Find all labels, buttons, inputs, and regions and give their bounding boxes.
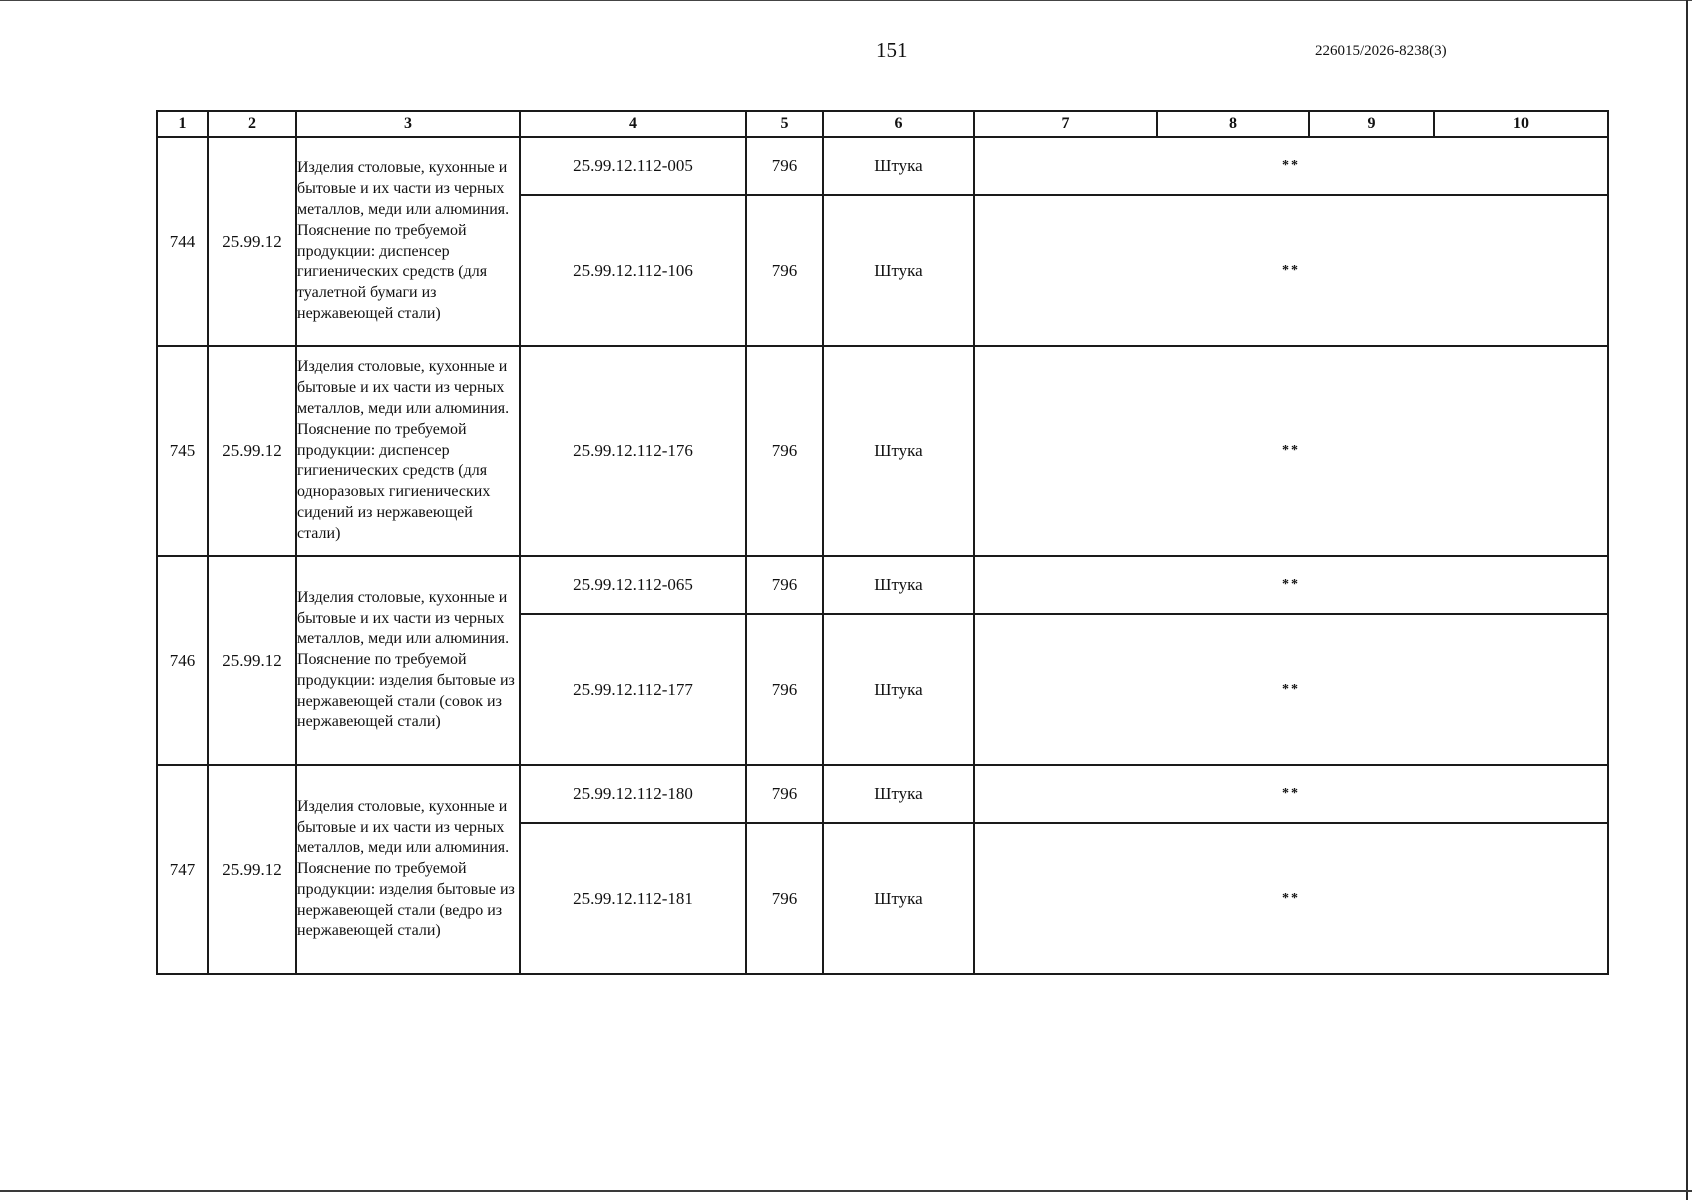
product-description: Изделия столовые, кухонные и бытовые и их части из черных металлов, меди или алюминия. Пояснение по требуемой продукции: диспенсер гигиенических средств (для одноразовых гигиенических сидений из нержавеющей стали)	[296, 346, 520, 556]
note-cell: **	[974, 765, 1608, 823]
note-cell: **	[974, 556, 1608, 614]
note-cell: **	[974, 137, 1608, 195]
column-header-10: 10	[1434, 111, 1608, 137]
product-table	[156, 110, 1609, 975]
table-row	[157, 346, 1608, 556]
column-header-2: 2	[208, 111, 296, 137]
okei-code: 796	[746, 195, 823, 346]
unit-name: Штука	[823, 556, 974, 614]
ktru-code: 25.99.12.112-065	[520, 556, 746, 614]
unit-name: Штука	[823, 346, 974, 556]
okei-code: 796	[746, 823, 823, 974]
okei-code: 796	[746, 346, 823, 556]
unit-name: Штука	[823, 137, 974, 195]
column-header-9: 9	[1309, 111, 1434, 137]
header-row	[157, 111, 1608, 137]
table-row	[157, 137, 1608, 195]
okpd-code: 25.99.12	[208, 765, 296, 974]
okei-code: 796	[746, 137, 823, 195]
row-number: 747	[157, 765, 208, 974]
ktru-code: 25.99.12.112-005	[520, 137, 746, 195]
document-number: 226015/2026-8238(3)	[1315, 43, 1447, 59]
row-number: 745	[157, 346, 208, 556]
ktru-code: 25.99.12.112-176	[520, 346, 746, 556]
note-cell: **	[974, 195, 1608, 346]
row-number: 744	[157, 137, 208, 346]
ktru-code: 25.99.12.112-106	[520, 195, 746, 346]
okei-code: 796	[746, 614, 823, 765]
column-header-1: 1	[157, 111, 208, 137]
unit-name: Штука	[823, 823, 974, 974]
okpd-code: 25.99.12	[208, 137, 296, 346]
scan-edge-bottom	[0, 1190, 1692, 1192]
scan-edge-right	[1686, 0, 1688, 1200]
column-header-6: 6	[823, 111, 974, 137]
note-cell: **	[974, 823, 1608, 974]
unit-name: Штука	[823, 765, 974, 823]
product-description: Изделия столовые, кухонные и бытовые и их части из черных металлов, меди или алюминия. Пояснение по требуемой продукции: диспенсер гигиенических средств (для туалетной бумаги из нержавеющей стали)	[296, 137, 520, 346]
okei-code: 796	[746, 765, 823, 823]
column-header-4: 4	[520, 111, 746, 137]
okpd-code: 25.99.12	[208, 346, 296, 556]
column-header-7: 7	[974, 111, 1157, 137]
column-header-3: 3	[296, 111, 520, 137]
ktru-code: 25.99.12.112-181	[520, 823, 746, 974]
note-cell: **	[974, 614, 1608, 765]
page-number: 151	[876, 38, 908, 62]
product-description: Изделия столовые, кухонные и бытовые и их части из черных металлов, меди или алюминия. Пояснение по требуемой продукции: изделия бытовые из нержавеющей стали (ведро из нержавеющей стали)	[296, 765, 520, 974]
product-description: Изделия столовые, кухонные и бытовые и их части из черных металлов, меди или алюминия. Пояснение по требуемой продукции: изделия бытовые из нержавеющей стали (совок из нержавеющей стали)	[296, 556, 520, 765]
ktru-code: 25.99.12.112-177	[520, 614, 746, 765]
row-number: 746	[157, 556, 208, 765]
column-header-8: 8	[1157, 111, 1309, 137]
okei-code: 796	[746, 556, 823, 614]
table-row	[157, 765, 1608, 823]
note-cell: **	[974, 346, 1608, 556]
unit-name: Штука	[823, 195, 974, 346]
unit-name: Штука	[823, 614, 974, 765]
ktru-code: 25.99.12.112-180	[520, 765, 746, 823]
okpd-code: 25.99.12	[208, 556, 296, 765]
table-row	[157, 556, 1608, 614]
column-header-5: 5	[746, 111, 823, 137]
scan-edge-top	[0, 0, 1692, 1]
